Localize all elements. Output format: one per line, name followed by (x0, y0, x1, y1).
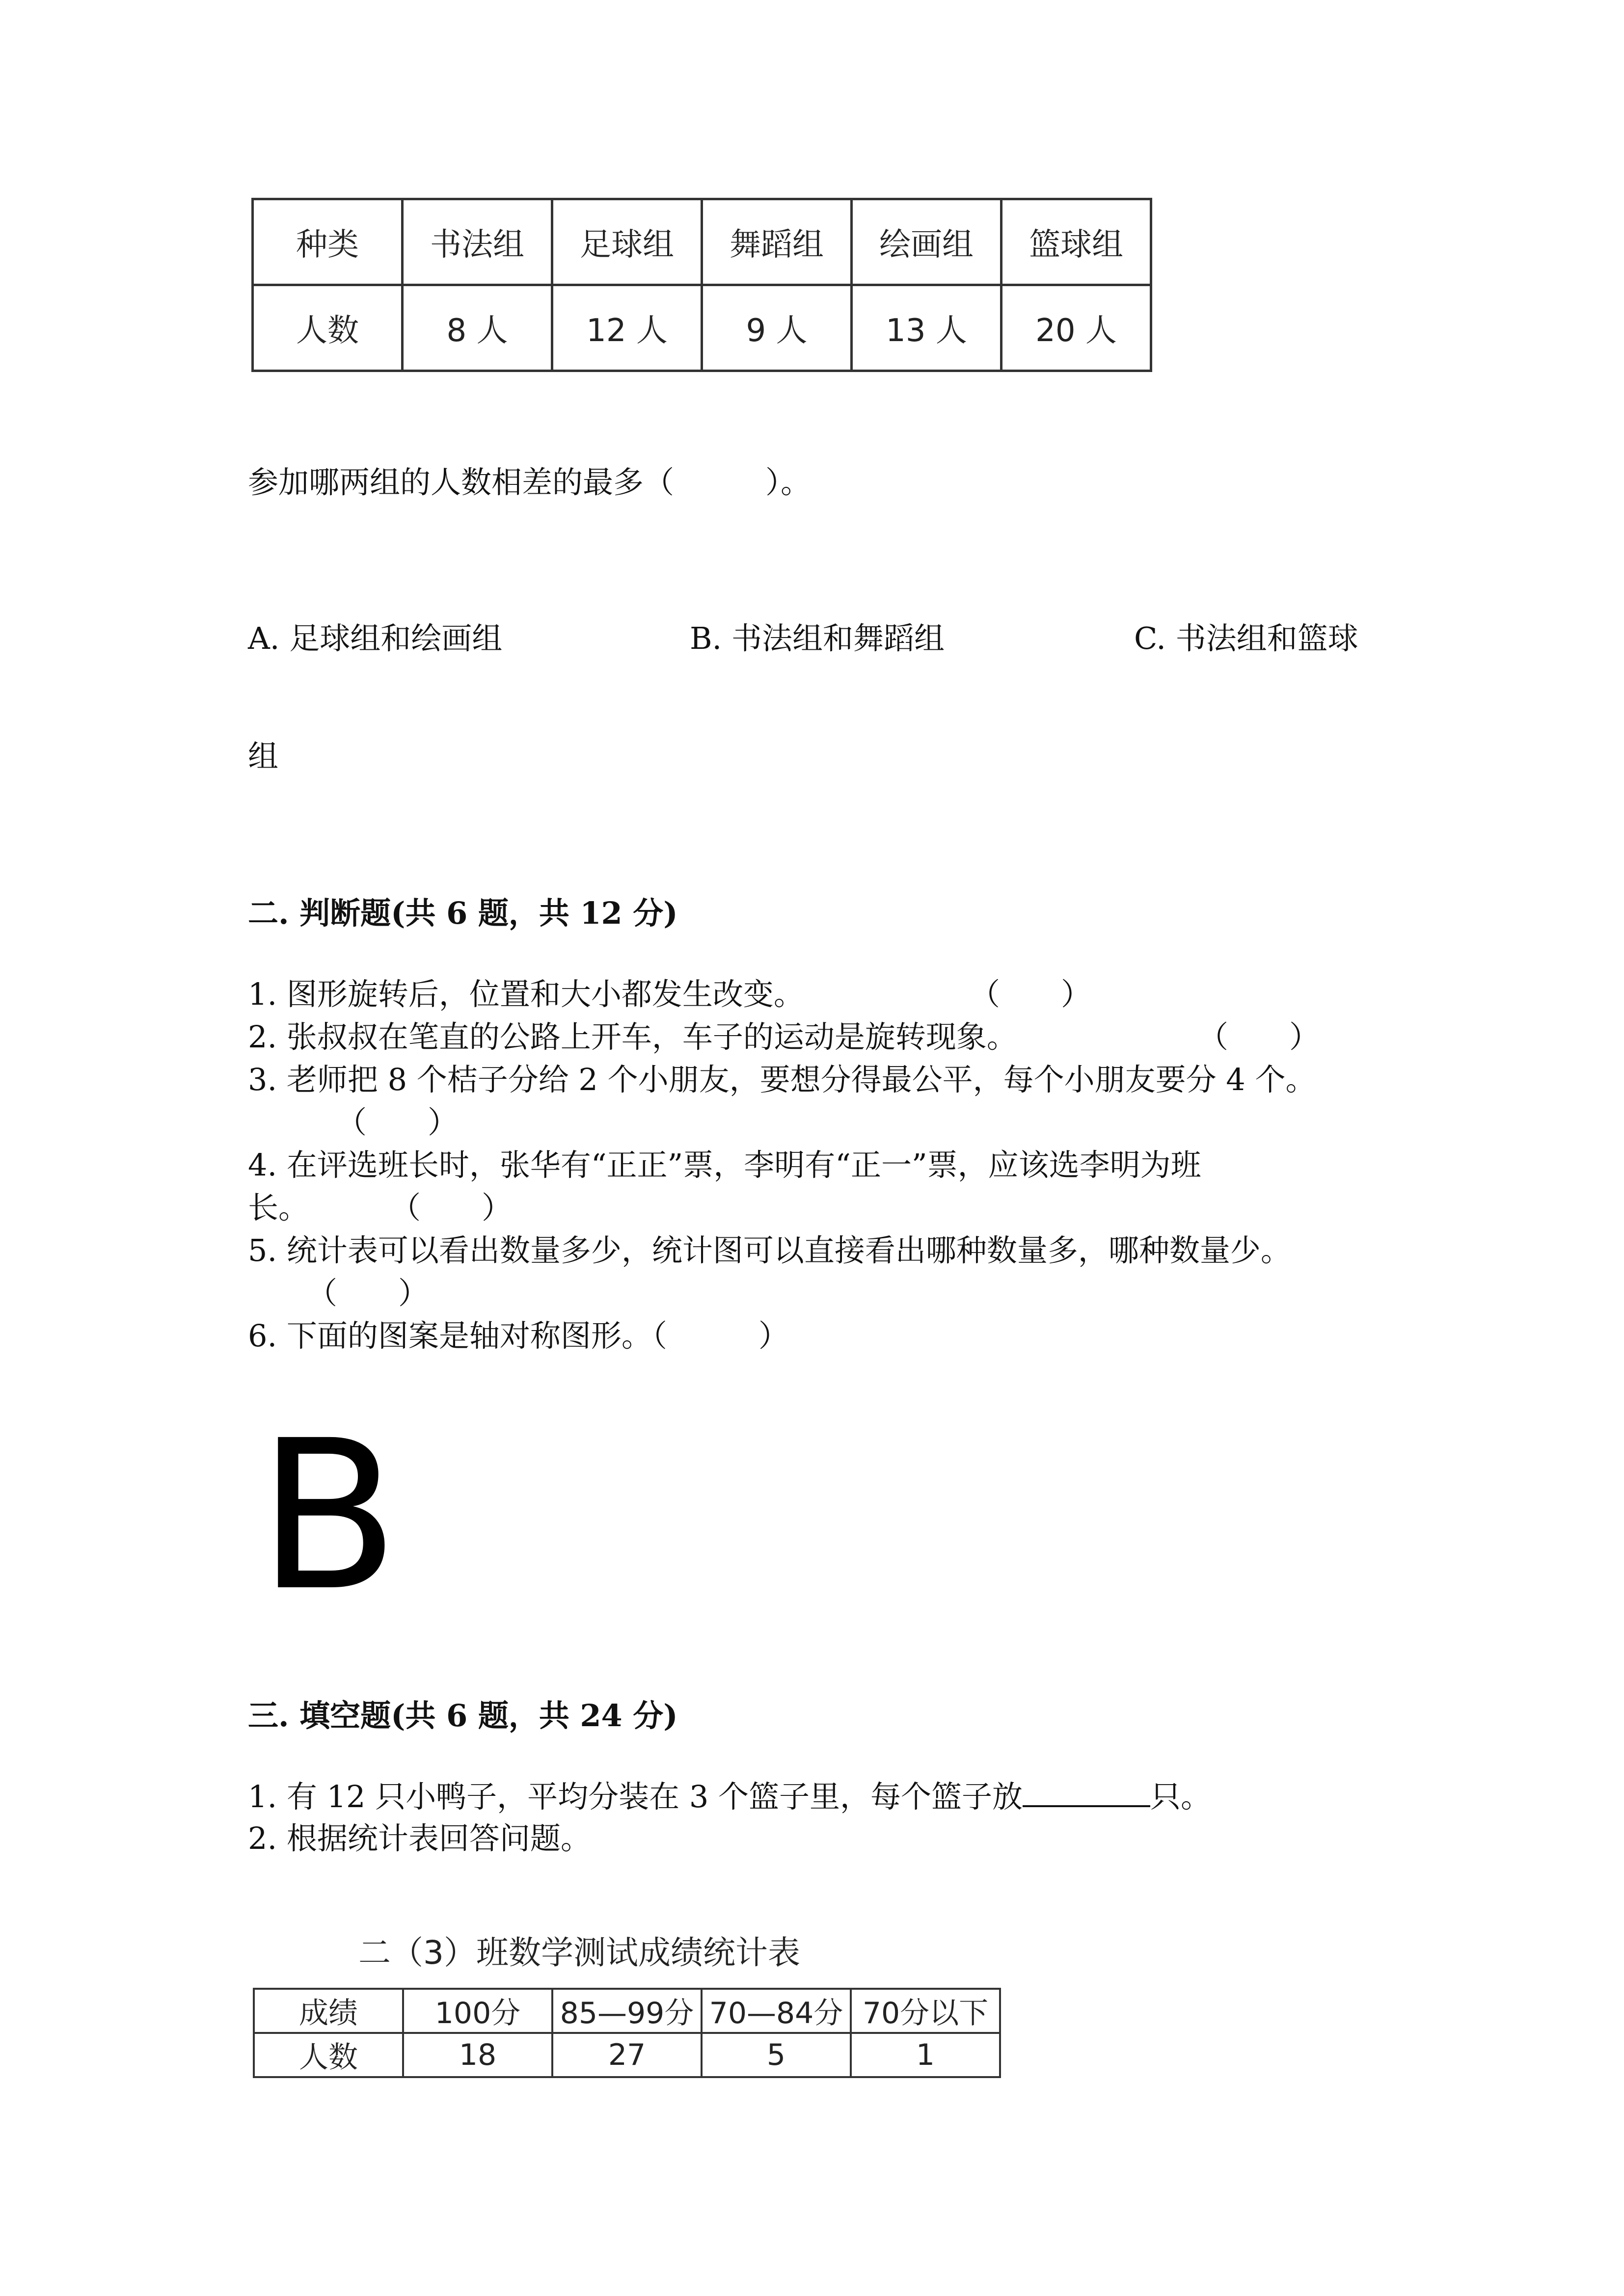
score-stats-table (253, 1988, 1001, 2078)
table-cell: 18 (403, 2033, 552, 2077)
judge-item-5: 5. 统计表可以看出数量多少，统计图可以直接看出哪种数量多，哪种数量少。 (248, 1232, 1291, 1268)
judge-item-4-continued: 长。 (248, 1190, 309, 1226)
table-cell: 20 人 (1001, 285, 1151, 371)
table-cell: 成绩 (254, 1989, 403, 2033)
answer-paren: （ ） (970, 976, 1092, 1012)
option-a: A. 足球组和绘画组 (248, 620, 503, 656)
section-heading: 二. 判断题(共 6 题，共 12 分) (248, 895, 678, 931)
table-row (253, 199, 1151, 285)
table-cell: 100分 (403, 1989, 552, 2033)
stats-table-title: 二（3）班数学测试成绩统计表 (358, 1934, 800, 1972)
answer-blank[interactable] (1023, 1781, 1150, 1807)
answer-paren: （ ） (390, 1190, 513, 1226)
answer-paren: （ ） (336, 1104, 459, 1140)
table-cell: 舞蹈组 (702, 199, 852, 285)
table-cell: 足球组 (552, 199, 702, 285)
answer-paren: （ ） (1198, 1019, 1320, 1055)
table-cell: 27 (552, 2033, 702, 2077)
fill-item-2: 2. 根据统计表回答问题。 (248, 1820, 591, 1856)
table-cell: 书法组 (403, 199, 552, 285)
table-cell: 9 人 (702, 285, 852, 371)
judge-item-4: 4. 在评选班长时，张华有“正正”票，李明有“正一”票，应该选李明为班 (248, 1147, 1201, 1183)
table-cell: 篮球组 (1001, 199, 1151, 285)
option-b: B. 书法组和舞蹈组 (690, 620, 945, 656)
table-row (254, 1989, 1000, 2033)
answer-paren: （ ） (307, 1275, 429, 1311)
judge-item-1: 1. 图形旋转后，位置和大小都发生改变。 (248, 976, 804, 1012)
table-cell: 绘画组 (852, 199, 1001, 285)
group-count-table (251, 198, 1152, 372)
fill-item-1-unit: 只。 (1150, 1779, 1212, 1815)
table-cell: 5 (702, 2033, 851, 2077)
table-cell: 12 人 (552, 285, 702, 371)
fill-item-1-text: 1. 有 12 只小鸭子，平均分装在 3 个篮子里，每个篮子放 (248, 1779, 1023, 1815)
table-cell: 70—84分 (702, 1989, 851, 2033)
table-row (253, 285, 1151, 371)
table-cell: 13 人 (852, 285, 1001, 371)
judge-item-2: 2. 张叔叔在笔直的公路上开车，车子的运动是旋转现象。 (248, 1019, 1017, 1055)
table-cell: 70分以下 (851, 1989, 1000, 2033)
letter-b-figure: B (258, 1396, 400, 1636)
table-cell: 种类 (253, 199, 403, 285)
fill-item-1 (248, 1779, 1212, 1815)
table-cell: 1 (851, 2033, 1000, 2077)
table-cell: 8 人 (403, 285, 552, 371)
option-c-continued: 组 (248, 738, 279, 774)
question-prompt: 参加哪两组的人数相差的最多（ ）。 (248, 464, 812, 500)
table-cell: 85—99分 (552, 1989, 702, 2033)
table-cell: 人数 (253, 285, 403, 371)
judge-item-6: 6. 下面的图案是轴对称图形。（ ） (248, 1318, 789, 1354)
option-c: C. 书法组和篮球 (1134, 620, 1358, 656)
table-row (254, 2033, 1000, 2077)
section-heading: 三. 填空题(共 6 题，共 24 分) (248, 1698, 678, 1734)
table-cell: 人数 (254, 2033, 403, 2077)
judge-item-3: 3. 老师把 8 个桔子分给 2 个小朋友，要想分得最公平，每个小朋友要分 4 个。 (248, 1062, 1316, 1097)
